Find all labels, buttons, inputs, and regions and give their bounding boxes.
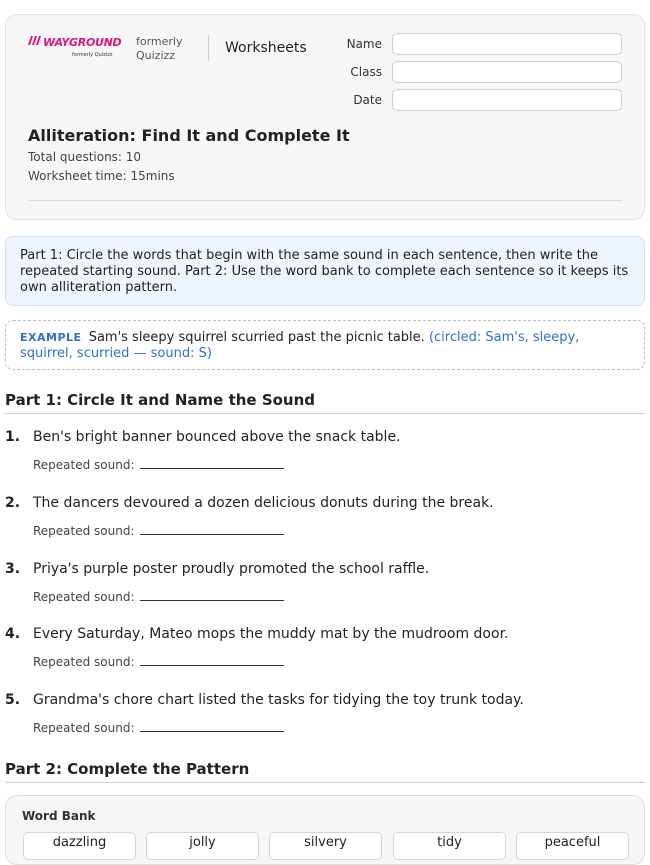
example-tag: EXAMPLE [20,331,82,344]
class-label: Class [350,65,382,79]
formerly-note: formerly Quizizz [136,35,183,62]
answer-line[interactable] [140,468,284,469]
answer-line[interactable] [140,731,284,732]
part1-rule [5,413,645,414]
date-label: Date [353,93,382,107]
word-chip: silvery [269,832,382,860]
question-text: Grandma's chore chart listed the tasks for tidying the toy trunk today. [33,692,524,708]
example-sentence: Sam's sleepy squirrel scurried past the picnic table. [88,330,425,345]
header-title: Worksheets [225,40,307,56]
repeated-sound-label: Repeated sound: [33,655,135,669]
logo-text: WAYGROUND [43,36,122,49]
header-rule [28,200,622,201]
worksheet-time: Worksheet time: 15mins [28,169,175,183]
logo-subtext: formerly Quizizz [72,52,113,58]
question-number: 5. [5,692,21,708]
question-number: 1. [5,429,21,445]
question-text: The dancers devoured a dozen delicious donuts during the break. [33,495,494,511]
header-divider [208,35,209,61]
repeated-sound-label: Repeated sound: [33,721,135,735]
part2-title: Part 2: Complete the Pattern [5,760,250,778]
repeated-sound-label: Repeated sound: [33,458,135,472]
total-questions: Total questions: 10 [28,150,142,164]
repeated-sound-label: Repeated sound: [33,524,135,538]
brand-logo [28,36,122,58]
question-text: Every Saturday, Mateo mops the muddy mat by the mudroom door. [33,626,509,642]
answer-line[interactable] [140,534,284,535]
date-field[interactable] [392,89,622,111]
answer-line[interactable] [140,665,284,666]
question-number: 3. [5,561,21,577]
word-chip: tidy [393,832,506,860]
repeated-sound-label: Repeated sound: [33,590,135,604]
question-text: Ben's bright banner bounced above the snack table. [33,429,401,445]
word-chip: dazzling [23,832,136,860]
word-bank [5,795,645,865]
worksheet-title: Alliteration: Find It and Complete It [28,126,350,145]
example-box [5,320,645,370]
logo-mark-icon [28,36,41,49]
question-number: 4. [5,626,21,642]
part2-rule [5,782,645,783]
name-label: Name [346,37,382,51]
word-chip: jolly [146,832,259,860]
instructions-box: Part 1: Circle the words that begin with the same sound in each sentence, then write the repeated starting sound. Part 2: Use the word bank to complete each sentence so it keeps its own alliteration pattern. [5,236,645,306]
question-text: Priya's purple poster proudly promoted the school raffle. [33,561,430,577]
name-field[interactable] [392,33,622,55]
question-number: 2. [5,495,21,511]
word-bank-title: Word Bank [22,809,96,823]
example-answer: (circled: Sam's, sleepy, squirrel, scurried — sound: S) [20,330,580,361]
answer-line[interactable] [140,600,284,601]
part1-title: Part 1: Circle It and Name the Sound [5,391,316,409]
class-field[interactable] [392,61,622,83]
word-chip: peaceful [516,832,629,860]
